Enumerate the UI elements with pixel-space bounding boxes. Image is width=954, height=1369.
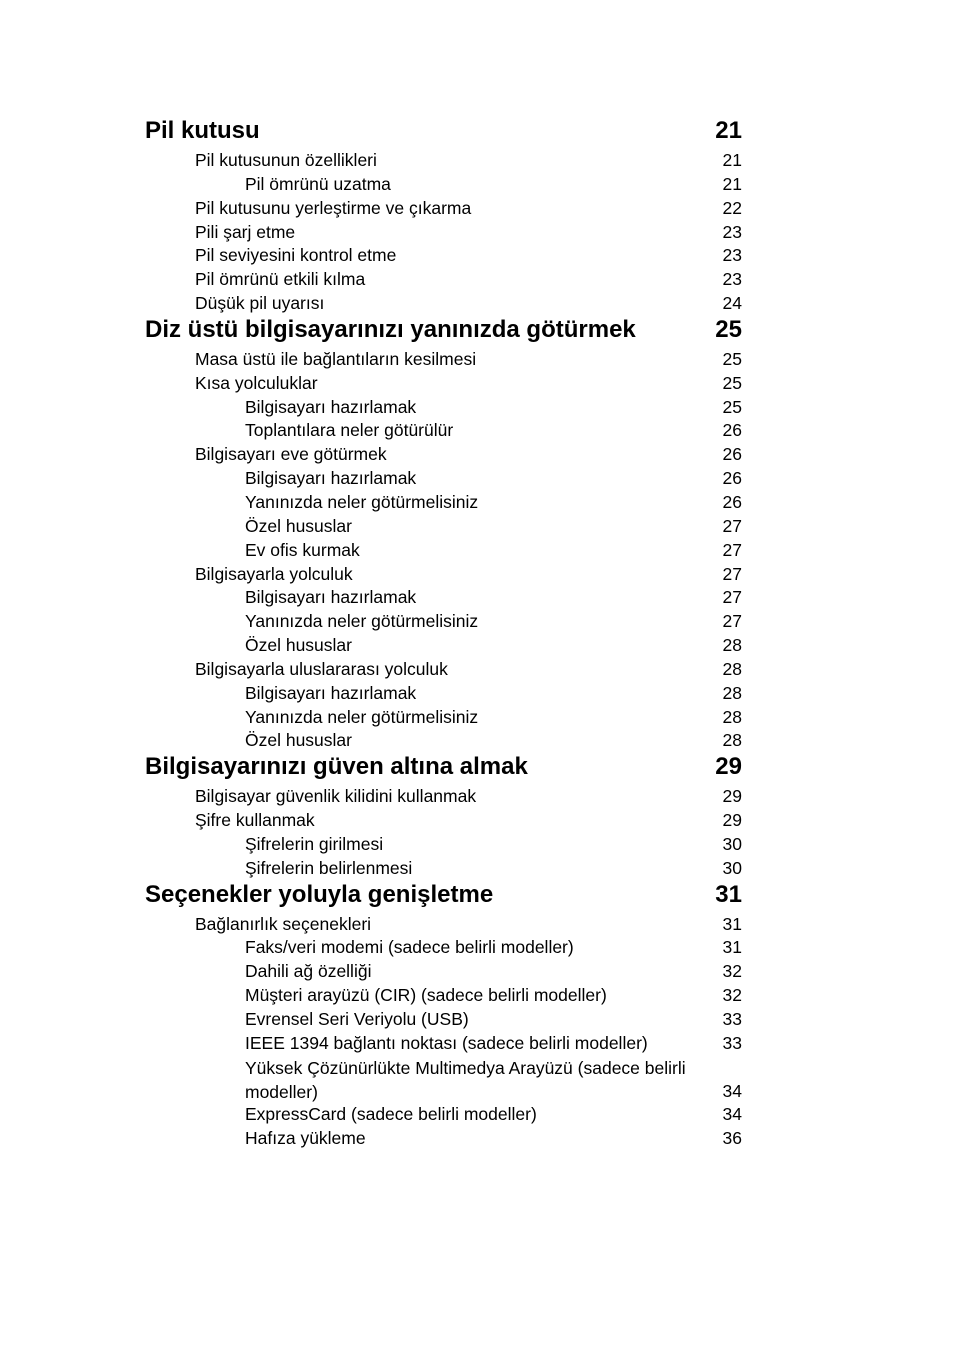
toc-entry-title: Bilgisayarla yolculuk bbox=[195, 563, 353, 584]
toc-entry-title: Pil kutusunun özellikleri bbox=[195, 150, 377, 170]
toc-entry-title: Masa üstü ile bağlantıların kesilmesi bbox=[195, 348, 477, 369]
toc-entry-page-number: 28 bbox=[722, 682, 742, 703]
toc-subsection-entry bbox=[0, 728, 954, 752]
toc-entry-page-number: 25 bbox=[722, 372, 742, 393]
toc-subsection-entry bbox=[0, 172, 954, 196]
toc-entry-title: Bilgisayarı hazırlamak bbox=[245, 682, 417, 703]
toc-entry-page-number: 24 bbox=[722, 293, 742, 314]
toc-entry-title: Bağlanırlık seçenekleri bbox=[195, 913, 372, 934]
toc-section-entry bbox=[0, 562, 954, 586]
toc-entry-title: Yanınızda neler götürmelisiniz bbox=[245, 706, 479, 727]
toc-entry-page-number: 27 bbox=[722, 611, 742, 632]
toc-entry-title: Bilgisayar güvenlik kilidini kullanmak bbox=[195, 786, 477, 807]
toc-subsection-entry bbox=[0, 681, 954, 705]
toc-section-entry bbox=[0, 148, 954, 172]
toc-entry-page-number: 27 bbox=[722, 539, 742, 560]
toc-subsection-entry bbox=[0, 856, 954, 880]
toc-entry-page-number: 28 bbox=[722, 730, 742, 751]
toc-subsection-entry bbox=[0, 490, 954, 514]
toc-section-entry bbox=[0, 267, 954, 291]
toc-entry-page-number: 27 bbox=[722, 563, 742, 584]
toc-entry-title: Diz üstü bilgisayarınızı yanınızda götürmek bbox=[145, 315, 636, 343]
toc-entry-title: Yüksek Çözünürlükte Multimedya Arayüzü (sadece belirli modeller) bbox=[245, 1057, 686, 1102]
table-of-contents bbox=[0, 116, 954, 1150]
toc-entry-title: Müşteri arayüzü (CIR) (sadece belirli modeller) bbox=[245, 985, 607, 1006]
toc-entry-page-number: 23 bbox=[722, 245, 742, 266]
toc-entry-page-number: 21 bbox=[722, 173, 742, 194]
toc-entry-page-number: 23 bbox=[722, 269, 742, 290]
toc-section-entry bbox=[0, 784, 954, 808]
toc-entry-title: Seçenekler yoluyla genişletme bbox=[145, 880, 494, 908]
toc-entry-page-number: 25 bbox=[722, 396, 742, 417]
toc-entry-page-number: 27 bbox=[722, 515, 742, 536]
toc-subsection-entry bbox=[0, 585, 954, 609]
toc-entry-title: Özel hususlar bbox=[245, 515, 352, 536]
toc-entry-page-number: 36 bbox=[722, 1128, 742, 1149]
toc-entry-title: Dahili ağ özelliği bbox=[245, 961, 372, 982]
toc-entry-title: Pili şarj etme bbox=[195, 221, 296, 242]
toc-entry-title: Ev ofis kurmak bbox=[245, 539, 360, 560]
toc-subsection-entry bbox=[0, 1055, 954, 1103]
toc-entry-title: Düşük pil uyarısı bbox=[195, 293, 325, 314]
toc-entry-page-number: 29 bbox=[722, 810, 742, 831]
toc-entry-page-number: 33 bbox=[722, 1032, 742, 1053]
toc-subsection-entry bbox=[0, 1031, 954, 1055]
toc-entry-page-number: 21 bbox=[715, 117, 742, 144]
toc-entry-title: Toplantılara neler götürülür bbox=[245, 420, 454, 441]
toc-entry-title: Şifre kullanmak bbox=[195, 810, 315, 831]
toc-section-entry bbox=[0, 220, 954, 244]
toc-entry-page-number: 26 bbox=[722, 444, 742, 465]
toc-entry-page-number: 34 bbox=[722, 1080, 742, 1101]
toc-subsection-entry bbox=[0, 633, 954, 657]
toc-subsection-entry bbox=[0, 1007, 954, 1031]
toc-subsection-entry bbox=[0, 1126, 954, 1150]
toc-entry-title: Bilgisayarı hazırlamak bbox=[245, 468, 417, 489]
toc-entry-page-number: 30 bbox=[722, 857, 742, 878]
toc-entry-page-number: 23 bbox=[722, 221, 742, 242]
toc-entry-page-number: 32 bbox=[722, 985, 742, 1006]
toc-section-entry bbox=[0, 196, 954, 220]
toc-subsection-entry bbox=[0, 983, 954, 1007]
toc-section-entry bbox=[0, 347, 954, 371]
toc-section-entry bbox=[0, 657, 954, 681]
toc-entry-title: IEEE 1394 bağlantı noktası (sadece belirli modeller) bbox=[245, 1032, 648, 1053]
toc-entry-title: Özel hususlar bbox=[245, 635, 352, 656]
toc-subsection-entry bbox=[0, 832, 954, 856]
toc-entry-title: Pil ömrünü etkili kılma bbox=[195, 269, 366, 290]
toc-section-entry bbox=[0, 912, 954, 936]
toc-entry-page-number: 28 bbox=[722, 706, 742, 727]
toc-subsection-entry bbox=[0, 538, 954, 562]
toc-subsection-entry bbox=[0, 514, 954, 538]
toc-entry-page-number: 27 bbox=[722, 587, 742, 608]
toc-chapter-entry bbox=[0, 752, 954, 784]
toc-entry-title: Yanınızda neler götürmelisiniz bbox=[245, 491, 479, 512]
toc-entry-title: Faks/veri modemi (sadece belirli modeller) bbox=[245, 937, 574, 958]
toc-entry-page-number: 32 bbox=[722, 961, 742, 982]
toc-entry-title: Pil kutusunu yerleştirme ve çıkarma bbox=[195, 197, 472, 218]
toc-entry-title: Bilgisayarı eve götürmek bbox=[195, 444, 387, 465]
toc-section-entry bbox=[0, 243, 954, 267]
toc-entry-page-number: 34 bbox=[722, 1104, 742, 1125]
toc-entry-title: Bilgisayarı hazırlamak bbox=[245, 396, 417, 417]
toc-chapter-entry bbox=[0, 880, 954, 912]
toc-subsection-entry bbox=[0, 418, 954, 442]
toc-entry-title: Bilgisayarınızı güven altına almak bbox=[145, 753, 528, 781]
toc-section-entry bbox=[0, 371, 954, 395]
toc-chapter-entry bbox=[0, 315, 954, 347]
toc-entry-page-number: 26 bbox=[722, 491, 742, 512]
toc-subsection-entry bbox=[0, 1102, 954, 1126]
toc-entry-page-number: 31 bbox=[722, 913, 742, 934]
toc-entry-page-number: 29 bbox=[722, 786, 742, 807]
toc-entry-title: Şifrelerin belirlenmesi bbox=[245, 857, 413, 878]
toc-entry-title: Evrensel Seri Veriyolu (USB) bbox=[245, 1009, 469, 1029]
toc-subsection-entry bbox=[0, 705, 954, 729]
toc-subsection-entry bbox=[0, 959, 954, 983]
toc-entry-title: ExpressCard (sadece belirli modeller) bbox=[245, 1104, 537, 1125]
toc-entry-page-number: 28 bbox=[722, 658, 742, 679]
toc-entry-page-number: 25 bbox=[715, 315, 742, 343]
toc-subsection-entry bbox=[0, 395, 954, 419]
toc-entry-page-number: 25 bbox=[722, 348, 742, 369]
toc-entry-page-number: 29 bbox=[715, 753, 742, 781]
toc-entry-page-number: 31 bbox=[715, 880, 742, 908]
toc-entry-title: Bilgisayarla uluslararası yolculuk bbox=[195, 658, 448, 679]
toc-subsection-entry bbox=[0, 935, 954, 959]
toc-entry-page-number: 33 bbox=[722, 1009, 742, 1029]
toc-subsection-entry bbox=[0, 466, 954, 490]
toc-entry-title: Kısa yolculuklar bbox=[195, 372, 318, 393]
toc-section-entry bbox=[0, 442, 954, 466]
toc-chapter-entry bbox=[0, 116, 954, 148]
toc-entry-title: Hafıza yükleme bbox=[245, 1128, 366, 1149]
toc-entry-page-number: 22 bbox=[722, 197, 742, 218]
toc-entry-title: Pil ömrünü uzatma bbox=[245, 173, 391, 194]
toc-entry-title: Pil kutusu bbox=[145, 117, 260, 144]
toc-entry-page-number: 30 bbox=[722, 833, 742, 854]
toc-entry-page-number: 31 bbox=[722, 937, 742, 958]
toc-entry-title: Özel hususlar bbox=[245, 730, 352, 751]
toc-entry-page-number: 26 bbox=[722, 468, 742, 489]
toc-entry-title: Şifrelerin girilmesi bbox=[245, 833, 384, 854]
toc-entry-title: Bilgisayarı hazırlamak bbox=[245, 587, 417, 608]
toc-entry-page-number: 28 bbox=[722, 635, 742, 656]
toc-entry-title: Pil seviyesini kontrol etme bbox=[195, 245, 397, 266]
toc-entry-page-number: 26 bbox=[722, 420, 742, 441]
toc-section-entry bbox=[0, 808, 954, 832]
toc-entry-title: Yanınızda neler götürmelisiniz bbox=[245, 611, 479, 632]
toc-entry-page-number: 21 bbox=[722, 150, 742, 170]
toc-section-entry bbox=[0, 291, 954, 315]
toc-subsection-entry bbox=[0, 609, 954, 633]
